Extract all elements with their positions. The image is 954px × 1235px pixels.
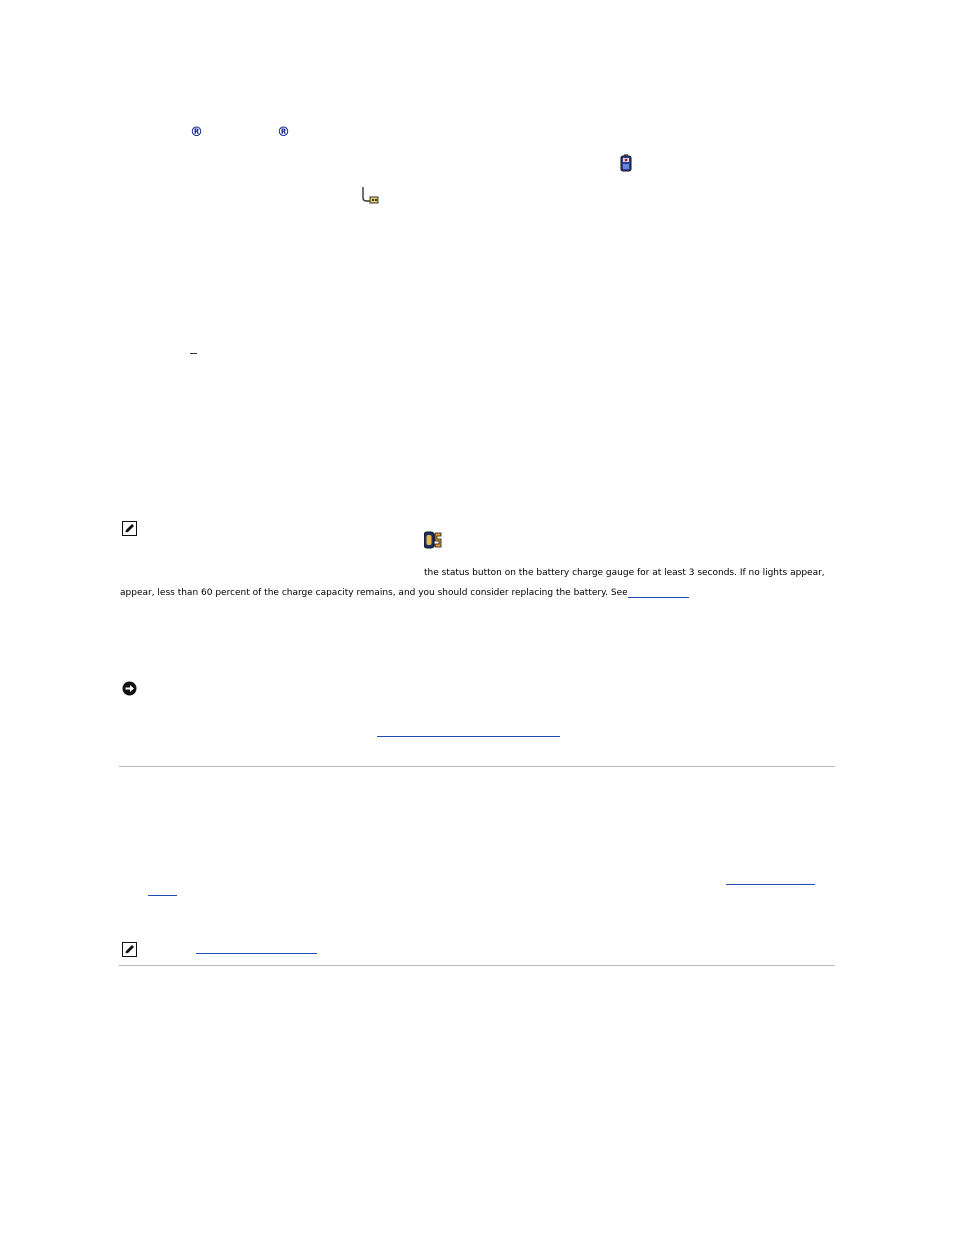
charge-gauge-text-line-2: appear, less than 60 percent of the charge capacity remains, and you should consider replacing the battery. See xyxy=(120,588,628,598)
note-icon xyxy=(122,521,137,536)
charge-gauge-text-line-1: the status button on the battery charge gauge for at least 3 seconds. If no lights appear, xyxy=(424,568,825,578)
notice-link[interactable] xyxy=(377,736,560,737)
section-link-part-1[interactable] xyxy=(726,884,815,885)
footnote-link[interactable] xyxy=(190,353,197,354)
note-link[interactable] xyxy=(196,953,317,954)
registered-mark-2: ® xyxy=(277,125,290,140)
section-link-part-2[interactable] xyxy=(148,895,177,896)
note-icon-2 xyxy=(122,942,137,957)
see-link[interactable] xyxy=(628,597,689,598)
section-divider-2 xyxy=(119,965,835,966)
power-plug-icon xyxy=(360,186,380,204)
notice-icon xyxy=(122,681,137,696)
quickset-icon xyxy=(424,530,442,549)
section-divider-1 xyxy=(119,766,835,767)
registered-mark-1: ® xyxy=(190,125,203,140)
battery-meter-icon xyxy=(620,154,632,172)
